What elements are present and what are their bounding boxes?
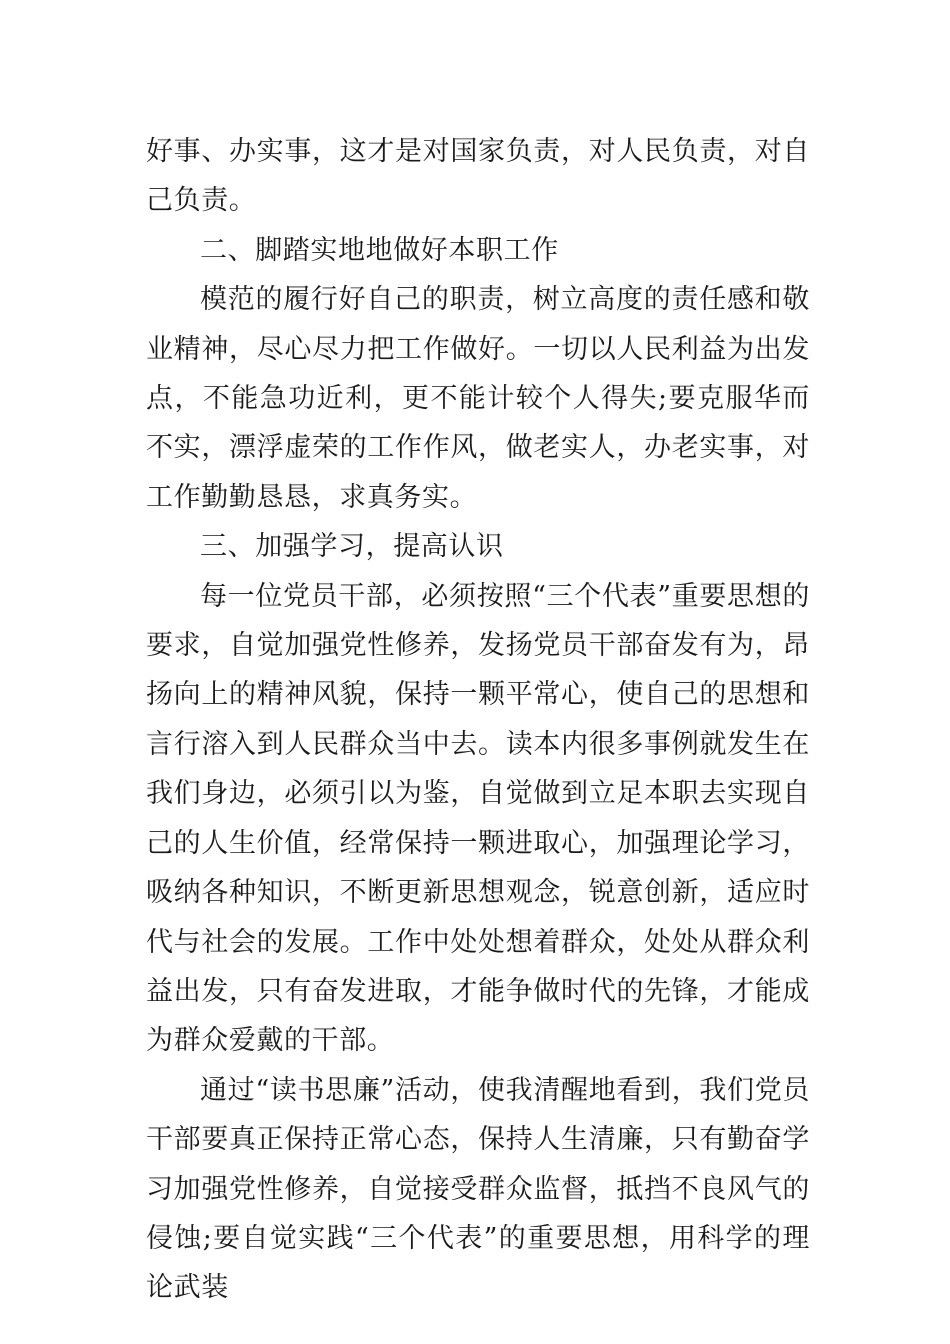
paragraph-study: 每一位党员干部，必须按照“三个代表”重要思想的要求，自觉加强党性修养，发扬党员干部奋发有为，昂扬向上的精神风貌，保持一颗平常心，使自己的思想和言行溶入到人民群众当中去。读本内很多事例就发生在我们身边，必须引以为鉴，自觉做到立足本职去实现自己的人生价值，经常保持一颗进取心，加强理论学习，吸纳各种知识，不断更新思想观念，锐意创新，适应时代与社会的发展。工作中处处想着群众，处处从群众利益出发，只有奋发进取，才能争做时代的先锋，才能成为群众爱戴的干部。 xyxy=(146,580,810,1057)
section-heading-3: 三、加强学习，提高认识 xyxy=(200,531,504,563)
paragraph-continuation: 好事、办实事，这才是对国家负责，对人民负责，对自己负责。 xyxy=(146,136,810,217)
paragraph-reading-activity: 通过“读书思廉”活动，使我清醒地看到，我们党员干部要真正保持正常心态，保持人生清廉，只有勤奋学习加强党性修养，自觉接受群众监督，抵挡不良风气的侵蚀;要自觉实践“三个代表”的重要思想，用科学的理论武装 xyxy=(146,1074,810,1304)
section-heading-2: 二、脚踏实地地做好本职工作 xyxy=(200,234,559,266)
paragraph-duty: 模范的履行好自己的职责，树立高度的责任感和敬业精神，尽心尽力把工作做好。一切以人民利益为出发点，不能急功近利，更不能计较个人得失;要克服华而不实，漂浮虚荣的工作作风，做老实人，办老实事，对工作勤勤恳恳，求真务实。 xyxy=(146,284,810,513)
document-body xyxy=(146,127,810,1313)
